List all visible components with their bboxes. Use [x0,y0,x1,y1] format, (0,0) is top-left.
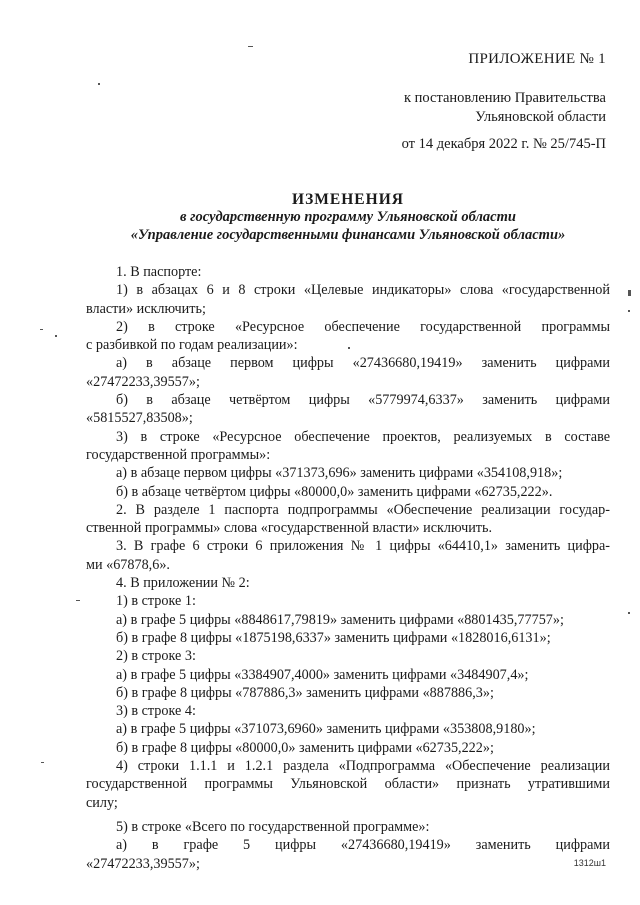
scan-speck [40,329,43,330]
document-subtitle-2: «Управление государственными финансами Ульяновской области» [130,227,566,243]
scan-speck [55,335,57,337]
body-line: власти» исключить; [86,300,206,317]
body-line: б) в графе 8 цифры «1875198,6337» заменить цифрами «1828016,6131»; [116,629,551,646]
body-line: 3. В графе 6 строки 6 приложения № 1 цифры «64410,1» заменить цифра- [116,538,610,555]
decree-date-number: от 14 декабря 2022 г. № 25/745-П [401,136,606,152]
body-line: 2) в строке «Ресурсное обеспечение государственной программы [116,318,610,335]
body-line: 1) в строке 1: [116,593,196,610]
body-line: а) в графе 5 цифры «3384907,4000» заменить цифрами «3484907,4»; [116,666,529,683]
scan-speck [76,600,80,601]
footer-code: 1312ш1 [573,858,606,868]
document-body [86,263,610,873]
body-line: 2) в строке 3: [116,648,196,665]
decree-reference [404,89,606,127]
scan-speck [348,347,350,349]
body-line: а) в графе 5 цифры «371073,6960» заменить цифрами «353808,9180»; [116,721,536,738]
scan-speck [98,83,100,85]
body-line: «27472233,39557»; [86,855,200,872]
scan-speck [628,612,630,614]
body-line: а) в графе 5 цифры «8848617,79819» заменить цифрами «8801435,77757»; [116,611,564,628]
decree-line: к постановлению Правительства [404,90,606,106]
appendix-label: ПРИЛОЖЕНИЕ № 1 [468,51,606,67]
body-line: государственной программы Ульяновской области» признать утратившими [86,776,610,793]
body-line: б) в абзаце четвёртом цифры «80000,0» заменить цифрами «62735,222». [116,483,553,500]
body-line: 4. В приложении № 2: [116,575,250,592]
body-line: силу; [86,794,118,811]
region-line: Ульяновской области [475,109,606,125]
body-line: ми «67878,6». [86,556,170,573]
body-line: «5815527,83508»; [86,410,193,427]
body-line: а) в графе 5 цифры «27436680,19419» заменить цифрами [116,837,610,854]
body-line: 3) в строке «Ресурсное обеспечение проектов, реализуемых в составе [116,428,610,445]
scan-speck [41,762,44,763]
scan-speck [628,310,630,312]
body-line: а) в абзаце первом цифры «27436680,19419» заменить цифрами [116,355,610,372]
body-line: 5) в строке «Всего по государственной программе»: [116,818,430,835]
body-line: а) в абзаце первом цифры «371373,696» заменить цифрами «354108,918»; [116,465,563,482]
body-line: ственной программы» слова «государственной власти» исключить. [86,520,493,537]
body-line: с разбивкой по годам реализации»: [86,337,298,354]
body-line: «27472233,39557»; [86,373,200,390]
body-line: 2. В разделе 1 паспорта подпрограммы «Обеспечение реализации государ- [116,501,610,518]
body-line: 1. В паспорте: [116,264,202,280]
document-title: ИЗМЕНЕНИЯ [292,191,404,208]
body-line: б) в абзаце четвёртом цифры «5779974,6337» заменить цифрами [116,392,610,409]
document-subtitle-1: в государственную программу Ульяновской области [180,209,516,225]
body-line: государственной программы»: [86,446,271,463]
body-line: 3) в строке 4: [116,703,196,720]
body-line: б) в графе 8 цифры «80000,0» заменить цифрами «62735,222»; [116,739,494,756]
scan-speck [628,290,631,296]
scan-speck [248,46,253,47]
body-line: б) в графе 8 цифры «787886,3» заменить цифрами «887886,3»; [116,684,494,701]
body-line: 4) строки 1.1.1 и 1.2.1 раздела «Подпрограмма «Обеспечение реализации [116,758,610,775]
body-line: 1) в абзацах 6 и 8 строки «Целевые индикаторы» слова «государственной [116,282,610,299]
